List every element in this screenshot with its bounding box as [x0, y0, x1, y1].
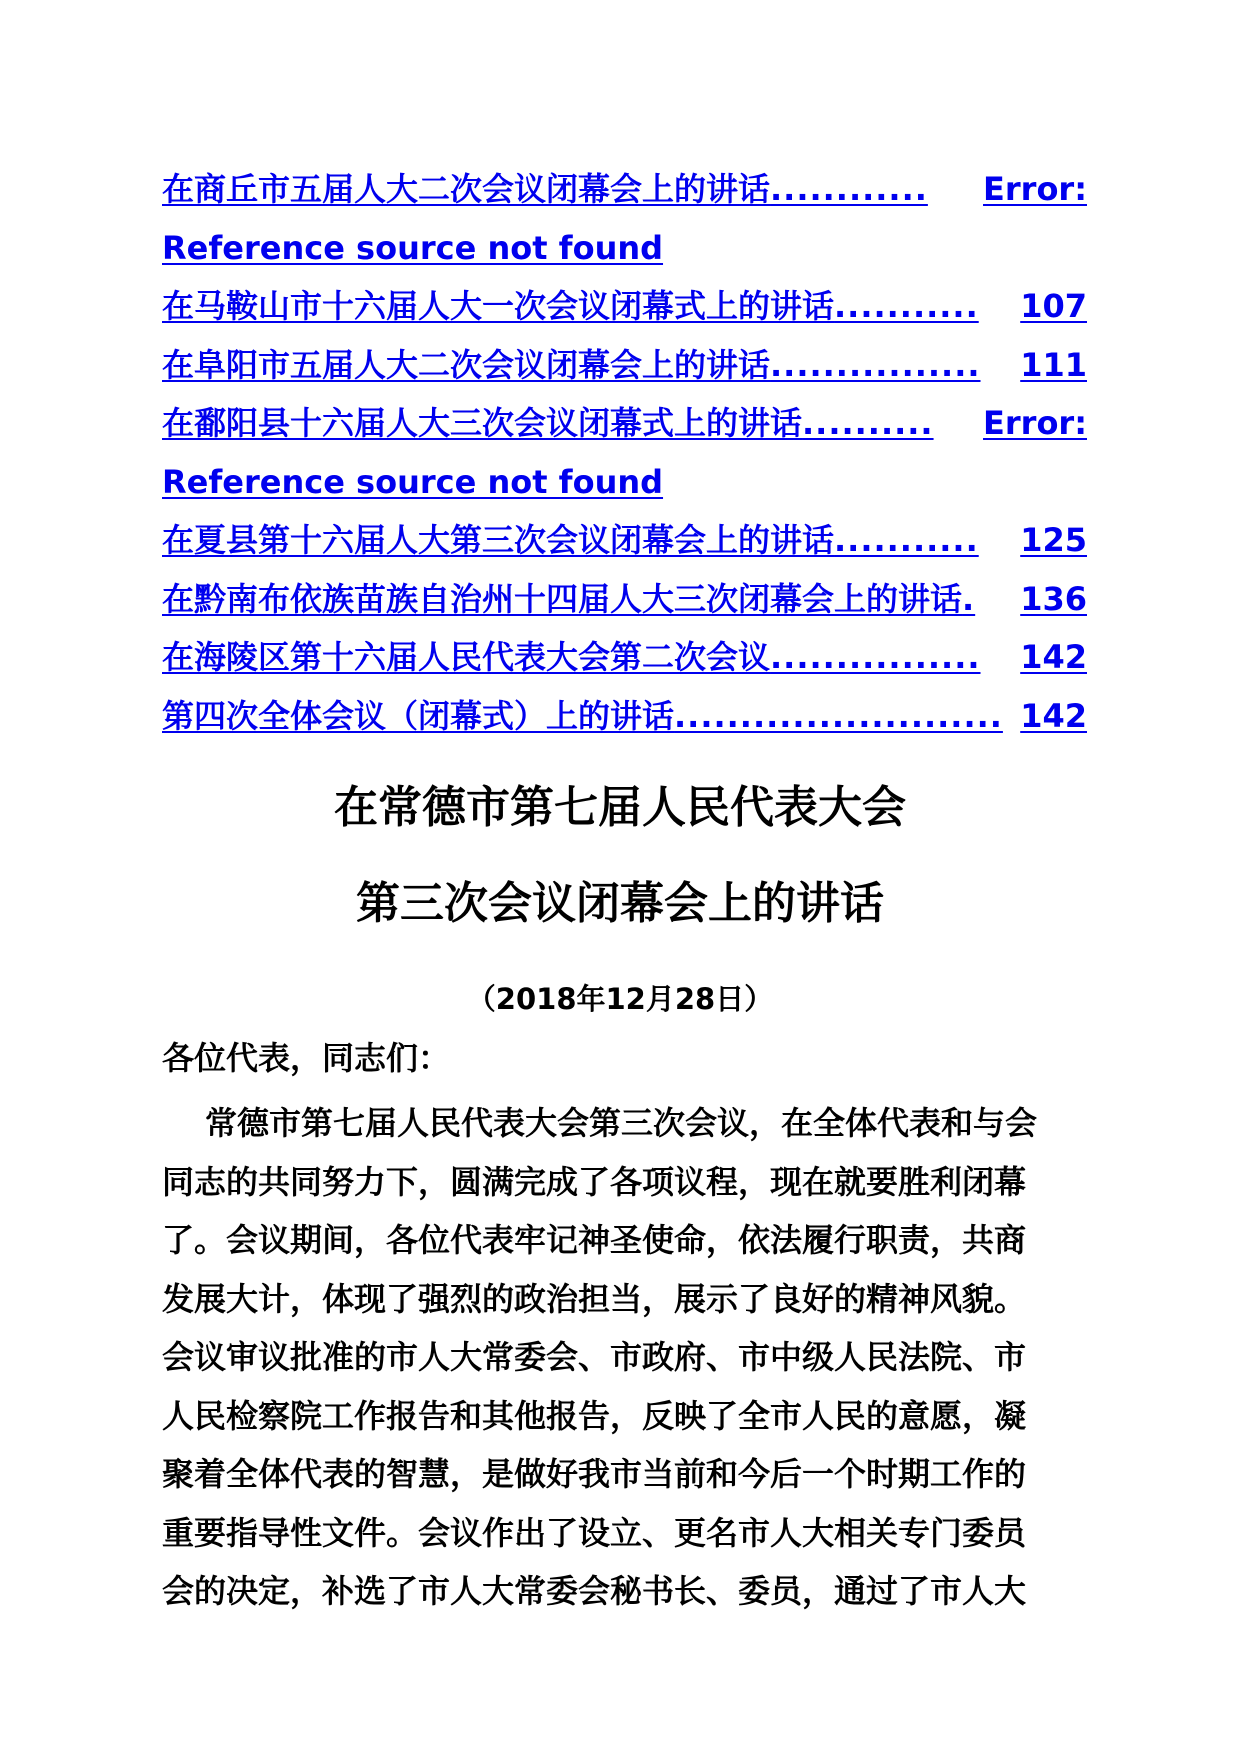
toc-page-number: 107 [1020, 287, 1087, 325]
toc-entry-title: 在夏县第十六届人大第三次会议闭幕会上的讲话 [162, 521, 835, 559]
body-line: 同志的共同努力下，圆满完成了各项议程，现在就要胜利闭幕 [162, 1162, 1027, 1201]
toc-page-number: 125 [1020, 521, 1087, 559]
body-line: 了。会议期间，各位代表牢记神圣使命，依法履行职责，共商 [162, 1221, 1027, 1259]
toc-entry-title: 在商丘市五届人大二次会议闭幕会上的讲话 [162, 170, 771, 208]
toc-entry-continuation: Reference source not found [162, 462, 664, 501]
toc-leader-dots: ......................... [674, 696, 1003, 735]
toc-entry-title: 在阜阳市五届人大二次会议闭幕会上的讲话 [162, 345, 771, 384]
toc-entry[interactable] [162, 628, 1087, 687]
toc-entry-continuation: Reference source not found [162, 228, 664, 267]
toc-leader-dots: ........... [834, 521, 979, 559]
body-line: 常德市第七届人民代表大会第三次会议，在全体代表和与会 [205, 1104, 1038, 1142]
toc-page-number: 142 [1020, 638, 1087, 676]
body-line: 发展大计，体现了强烈的政治担当，展示了良好的精神风貌。 [162, 1279, 1027, 1318]
toc-page-number: 111 [1020, 345, 1087, 384]
toc-leader-dots: .......... [802, 404, 934, 442]
toc-entry-title: 在海陵区第十六届人民代表大会第二次会议 [162, 638, 771, 676]
speech-title-line-2: 第三次会议闭幕会上的讲话 [356, 878, 884, 929]
toc-entry[interactable] [162, 277, 1087, 336]
body-line: 会议审议批准的市人大常委会、市政府、市中级人民法院、市 [162, 1338, 1027, 1376]
body-line: 人民检察院工作报告和其他报告，反映了全市人民的意愿，凝 [162, 1396, 1027, 1435]
toc-leader-dots: ............ [770, 170, 928, 208]
toc-entry[interactable] [162, 394, 1087, 511]
toc-entry-title: 第四次全体会议（闭幕式）上的讲话 [162, 696, 675, 735]
toc-entry-title: 在鄱阳县十六届人大三次会议闭幕式上的讲话 [162, 404, 803, 442]
speech-body [162, 1094, 1087, 1621]
body-line: 重要指导性文件。会议作出了设立、更名市人大相关专门委员 [162, 1513, 1027, 1552]
toc-page-number: 142 [1020, 696, 1087, 735]
toc-leader-dots: ................ [770, 345, 981, 384]
toc-page-number: 136 [1020, 579, 1087, 618]
table-of-contents [162, 160, 1087, 745]
salutation: 各位代表，同志们： [162, 1039, 451, 1077]
toc-entry[interactable] [162, 570, 1087, 629]
body-line: 聚着全体代表的智慧，是做好我市当前和今后一个时期工作的 [162, 1455, 1027, 1493]
toc-leader-dots: . [962, 579, 976, 618]
speech-date: （2018年12月28日） [466, 982, 774, 1016]
body-line: 会的决定，补选了市人大常委会秘书长、委员，通过了市人大 [162, 1572, 1027, 1610]
toc-entry[interactable] [162, 511, 1087, 570]
toc-entry-title: 在黔南布依族苗族自治州十四届人大三次闭幕会上的讲话 [162, 579, 963, 618]
toc-page-number: Error: [983, 404, 1087, 442]
toc-page-number: Error: [983, 170, 1087, 208]
toc-leader-dots: ................ [770, 638, 981, 676]
toc-entry-title: 在马鞍山市十六届人大一次会议闭幕式上的讲话 [162, 287, 835, 325]
toc-entry[interactable] [162, 160, 1087, 277]
toc-entry[interactable] [162, 687, 1087, 746]
speech-title-line-1: 在常德市第七届人民代表大会 [334, 782, 906, 833]
toc-leader-dots: ........... [834, 287, 979, 325]
toc-entry[interactable] [162, 336, 1087, 395]
